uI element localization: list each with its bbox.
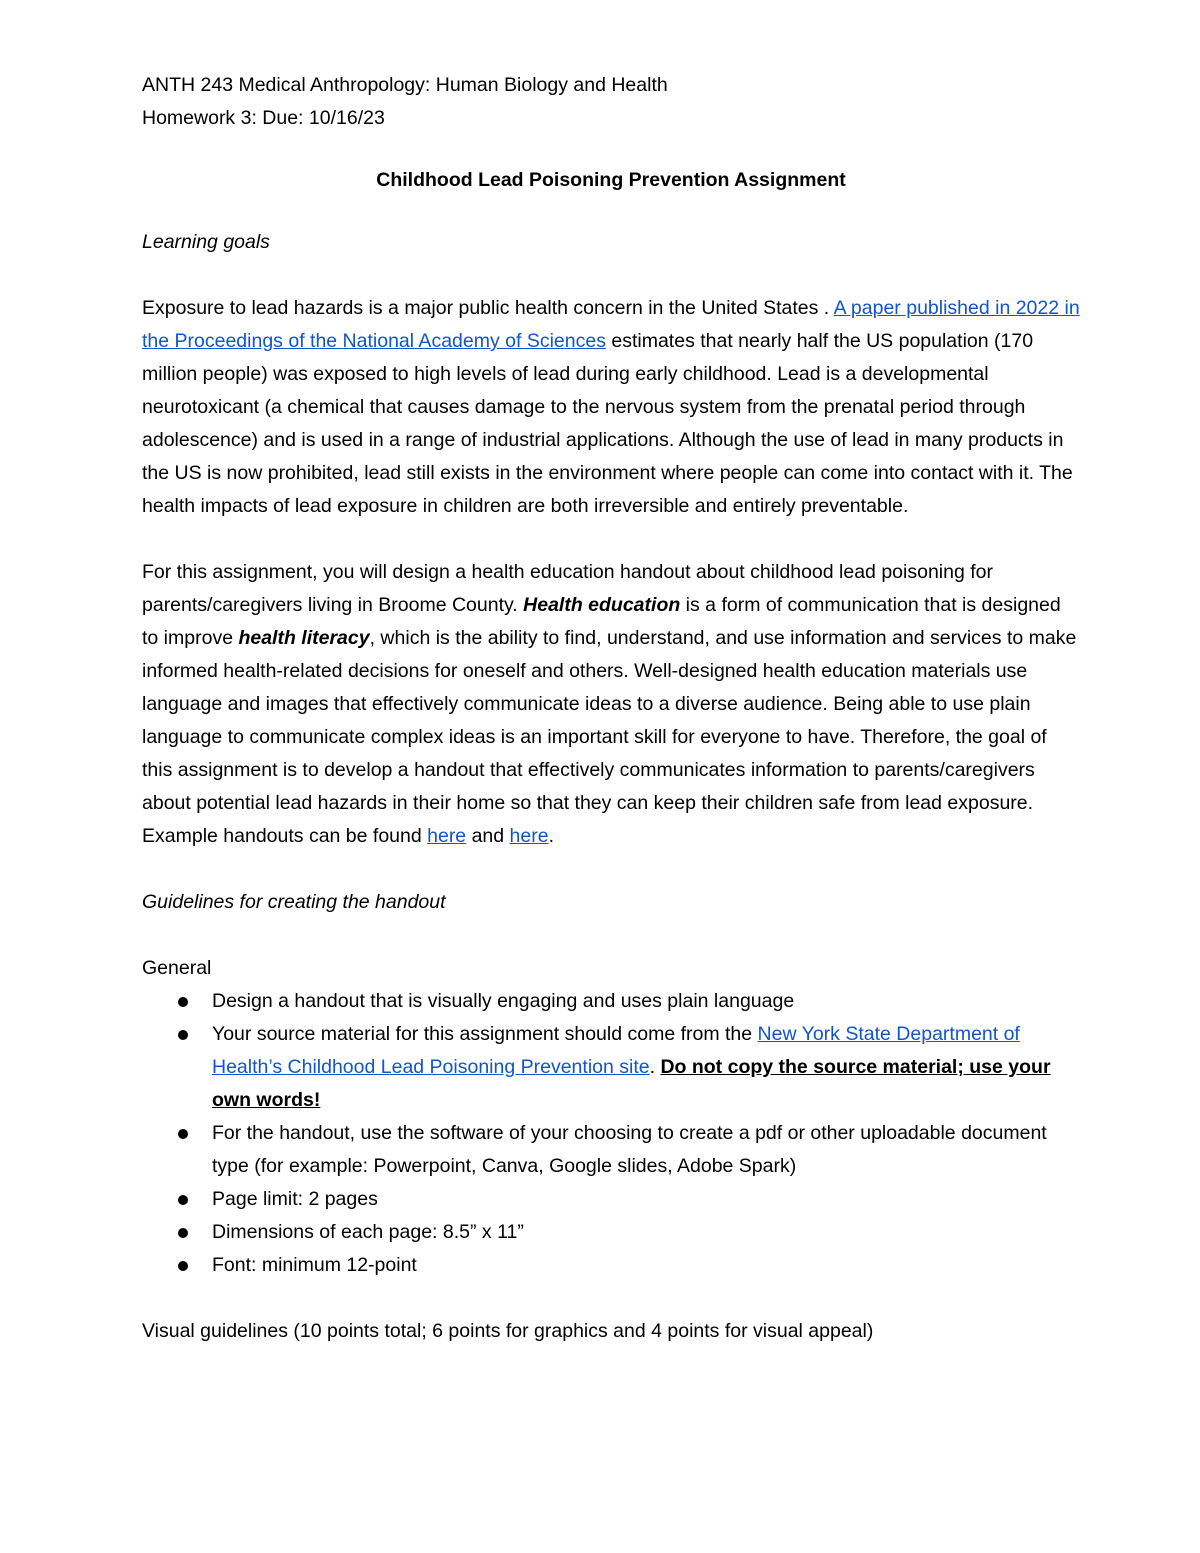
example-handout-link-2[interactable]: here [509,825,549,847]
list-item-text: For the handout, use the software of your choosing to create a pdf or other uploadable document type (for example: Powerpoint, Canva, Google slides, Adobe Spark) [212,1122,1047,1177]
term-health-education: Health education [523,594,681,616]
bullet-icon [178,1195,188,1205]
list-item-text: Design a handout that is visually engaging and uses plain language [212,990,795,1012]
spacer [142,197,1080,226]
bullet-icon [178,1228,188,1238]
paragraph-lead-exposure [142,292,1080,523]
bullet-icon [178,1261,188,1271]
do-not-copy-warning: Do not copy the source material; use your own words! [212,1056,1051,1111]
bullet-icon [178,997,188,1007]
general-guidelines-list [142,985,1080,1282]
list-item-text: . [649,1056,661,1078]
spacer [142,259,1080,292]
paragraph-text: , which is the ability to find, understand, and use information and services to make informed health-related decisions for oneself and others. Well-designed health education materials use language and images that effectively communicate ideas to a diverse audience. Being able to use plain language to communicate complex ideas is an important skill for everyone to have. Therefore, the goal of this assignment is to develop a handout that effectively communicates information to parents/caregivers about potential lead hazards in their home so that they can keep their children safe from lead exposure. Example handouts can be found [142,627,1077,847]
paragraph-text: For this assignment, you will design a health education handout about childhood lead poisoning for parents/caregivers living in Broome County. [142,561,993,616]
list-item-text: Your source material for this assignment should come from the [212,1023,758,1045]
bullet-icon [178,1030,188,1040]
paragraph-text: Exposure to lead hazards is a major public health concern in the United States . [142,297,834,319]
general-heading: General [142,957,212,979]
nys-doh-lead-site-link[interactable]: New York State Department of Health’s Childhood Lead Poisoning Prevention site [212,1023,1020,1078]
list-item-text: Font: minimum 12-point [212,1254,417,1276]
paragraph-text: estimates that nearly half the US population (170 million people) was exposed to high levels of lead during early childhood. Lead is a developmental neurotoxicant (a chemical that causes damage to the nervous system from the prenatal period through adolescence) and is used in a range of industrial applications. Although the use of lead in many products in the US is now prohibited, lead still exists in the environment where people can come into contact with it. The health impacts of lead exposure in children are both irreversible and entirely preventable. [142,330,1073,517]
term-health-literacy: health literacy [238,627,370,649]
visual-guidelines-heading: Visual guidelines (10 points total; 6 points for graphics and 4 points for visual appeal) [142,1320,874,1342]
list-item [142,1018,1080,1117]
pnas-paper-link[interactable]: A paper published in 2022 in the Proceedings of the National Academy of Sciences [142,297,1080,352]
bullet-icon [178,1129,188,1139]
course-title: ANTH 243 Medical Anthropology: Human Biology and Health [142,74,668,96]
spacer [142,853,1080,886]
spacer [142,919,1080,952]
guidelines-heading: Guidelines for creating the handout [142,891,446,913]
assignment-title: Childhood Lead Poisoning Prevention Assignment [376,169,846,191]
list-item-text: Page limit: 2 pages [212,1188,378,1210]
example-handout-link-1[interactable]: here [427,825,467,847]
paragraph-text: is a form of communication that is designed to improve [142,594,1061,649]
spacer [142,523,1080,556]
list-item [142,1183,1080,1216]
spacer [142,1282,1080,1315]
paragraph-assignment-description [142,556,1080,853]
paragraph-text: . [548,825,554,847]
learning-goals-heading: Learning goals [142,231,270,253]
list-item [142,985,1080,1018]
list-item [142,1216,1080,1249]
list-item [142,1117,1080,1183]
list-item [142,1249,1080,1282]
list-item-text: Dimensions of each page: 8.5” x 11” [212,1221,524,1243]
homework-due-line: Homework 3: Due: 10/16/23 [142,107,385,129]
paragraph-text: and [466,825,510,847]
